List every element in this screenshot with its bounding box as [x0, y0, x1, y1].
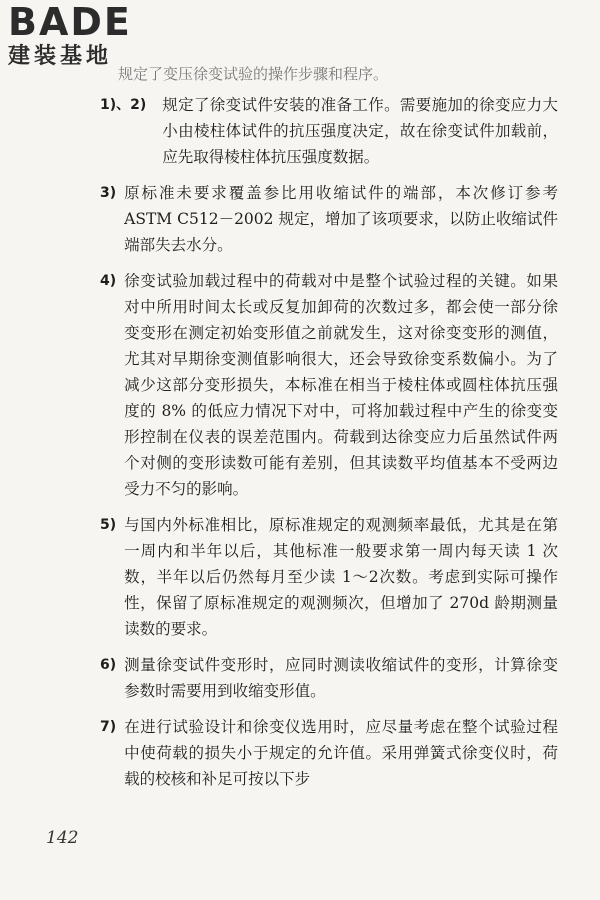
item-text: 规定了徐变试件安装的准备工作。需要施加的徐变应力大小由棱柱体试件的抗压强度决定，故在徐变试件加载前，应先取得棱柱体抗压强度数据。: [162, 96, 558, 166]
header-line: 规定了变压徐变试验的操作步骤和程序。: [118, 65, 389, 83]
item-number: 4): [100, 273, 117, 289]
list-item: [100, 652, 558, 704]
logo-subtitle: 建装基地: [8, 44, 113, 69]
item-text: 测量徐变试件变形时，应同时测读收缩试件的变形，计算徐变参数时需要用到收缩变形值。: [124, 656, 558, 700]
item-number: 1)、2): [100, 97, 147, 113]
list-item: [100, 268, 558, 502]
list-item: [100, 180, 558, 258]
watermark-logo: [8, 2, 178, 70]
page-number: 142: [46, 828, 79, 848]
list-item: [100, 512, 558, 642]
item-text: 在进行试验设计和徐变仪选用时，应尽量考虑在整个试验过程中使荷载的损失小于规定的允许值。采用弹簧式徐变仪时，荷载的校核和补足可按以下步: [124, 718, 558, 788]
item-number: 7): [100, 719, 117, 735]
item-text: 徐变试验加载过程中的荷载对中是整个试验过程的关键。如果对中所用时间太长或反复加卸荷的次数过多，都会使一部分徐变变形在测定初始变形值之前就发生，这对徐变变形的测值，尤其对早期徐变测值影响很大，还会导致徐变系数偏小。为了减少这部分变形损失，本标准在相当于棱柱体或圆柱体抗压强度的 8% 的低应力情况下对中，可将加载过程中产生的徐变变形控制在仪表的误差范围内。荷载到达徐变应力后虽然试件两个对侧的变形读数可能有差别，但其读数平均值基本不受两边受力不匀的影响。: [124, 272, 558, 498]
item-text: 原标准未要求覆盖参比用收缩试件的端部，本次修订参考 ASTM C512－2002 规定，增加了该项要求，以防止收缩试件端部失去水分。: [124, 184, 558, 254]
item-number: 6): [100, 657, 117, 673]
list-item: [100, 92, 558, 170]
item-number: 5): [100, 517, 117, 533]
list-item: [100, 714, 558, 792]
item-text: 与国内外标准相比，原标准规定的观测频率最低，尤其是在第一周内和半年以后，其他标准一般要求第一周内每天读 1 次数，半年以后仍然每月至少读 1～2次数。考虑到实际可操作性，保留了原标准规定的观测频次，但增加了 270d 龄期测量读数的要求。: [124, 516, 558, 638]
item-number: 3): [100, 185, 117, 201]
content: [100, 92, 558, 802]
logo-text: BADE: [8, 0, 132, 44]
